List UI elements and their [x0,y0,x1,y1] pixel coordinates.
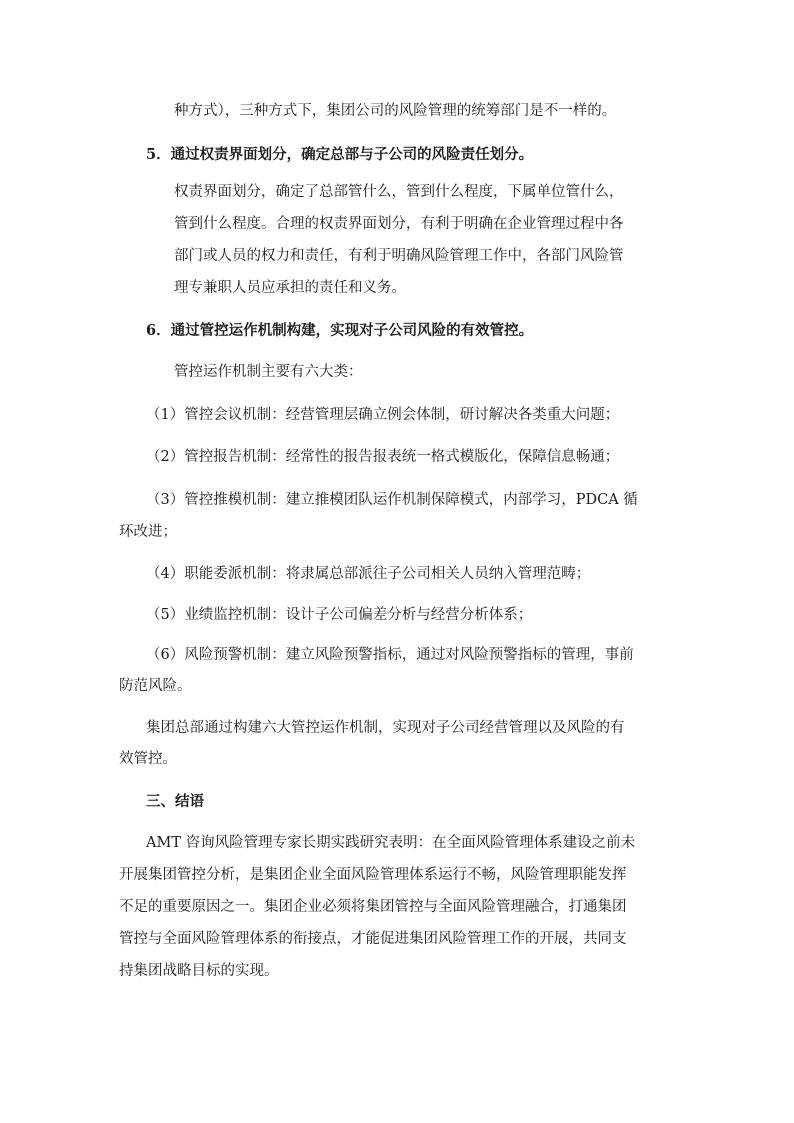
section-heading: 5．通过权责界面划分，确定总部与子公司的风险责任划分。 [146,146,534,163]
paragraph-line: 种方式），三种方式下，集团公司的风险管理的统筹部门是不一样的。 [174,103,617,119]
list-item: （4）职能委派机制：将隶属总部派往子公司相关人员纳入管理范畴； [146,566,591,582]
list-item: （2）管控报告机制：经常性的报告报表统一格式模版化，保障信息畅通； [146,449,620,465]
paragraph-line: 开展集团管控分析，是集团企业全面风险管理体系运行不畅，风险管理职能发挥 [119,867,627,883]
paragraph-line: 不足的重要原因之一。集团企业必须将集团管控与全面风险管理融合，打通集团 [119,899,627,915]
list-item: （6）风险预警机制：建立风险预警指标，通过对风险预警指标的管理，事前 [146,647,634,663]
list-item: （5）业绩监控机制：设计子公司偏差分析与经营分析体系； [146,607,533,623]
list-item-continuation: 环改进； [119,524,177,540]
list-item: （1）管控会议机制：经营管理层确立例会体制，研讨解决各类重大问题； [146,407,620,423]
paragraph-line: 权责界面划分，确定了总部管什么，管到什么程度，下属单位管什么， [174,184,624,200]
section-heading: 三、结语 [146,793,204,810]
section-heading: 6．通过管控运作机制构建，实现对子公司风险的有效管控。 [146,322,534,339]
paragraph-line: AMT 咨询风险管理专家长期实践研究表明：在全面风险管理体系建设之前未 [146,835,636,851]
paragraph-line: 理专兼职人员应承担的责任和义务。 [174,280,406,296]
paragraph-line: 部门或人员的权力和责任，有利于明确风险管理工作中，各部门风险管 [174,248,624,264]
paragraph-line: 效管控。 [119,751,177,767]
paragraph-line: 持集团战略目标的实现。 [119,963,279,979]
paragraph-line: 管到什么程度。合理的权责界面划分，有利于明确在企业管理过程中各 [174,216,624,232]
paragraph-line: 管控与全面风险管理体系的衔接点，才能促进集团风险管理工作的开展，共同支 [119,931,627,947]
list-item: （3）管控推模机制：建立推模团队运作机制保障模式，内部学习，PDCA 循 [146,492,638,508]
list-item-continuation: 防范风险。 [119,678,192,694]
paragraph-line: 管控运作机制主要有六大类： [174,364,363,380]
paragraph-line: 集团总部通过构建六大管控运作机制，实现对子公司经营管理以及风险的有 [146,720,625,736]
